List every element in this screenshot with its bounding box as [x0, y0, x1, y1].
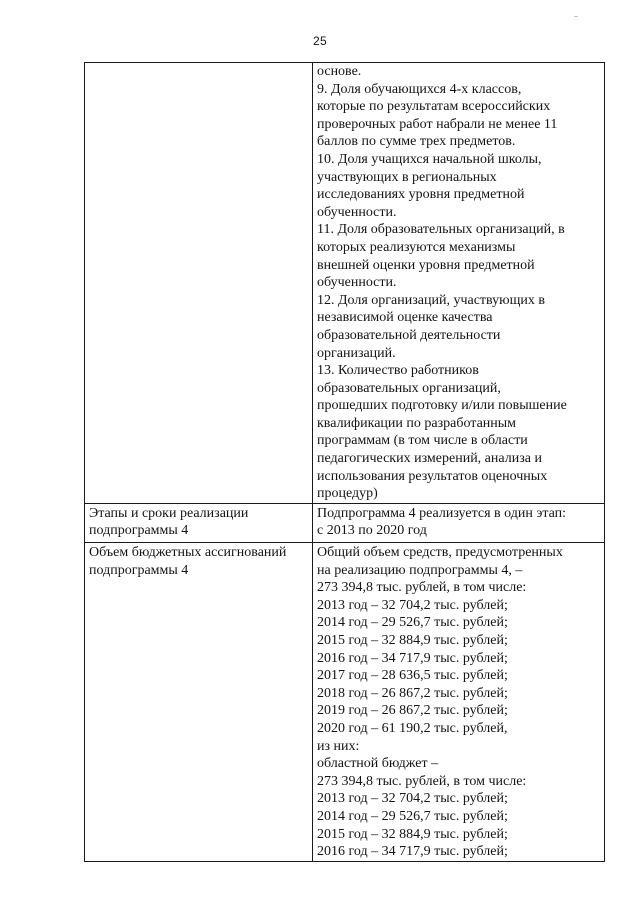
indicator-line: использования результатов оценочных	[317, 468, 548, 484]
budget-value-line: областной бюджет –	[317, 756, 439, 772]
indicator-line: обученности.	[317, 204, 397, 220]
table-cell-stages-value	[313, 504, 603, 542]
indicator-line: основе.	[317, 64, 362, 79]
stages-value-line: с 2013 по 2020 год	[317, 523, 427, 539]
table-cell-empty-label	[85, 63, 313, 503]
scan-corner-mark	[574, 16, 578, 17]
indicator-line: 9. Доля обучающихся 4-х классов,	[317, 81, 522, 97]
indicator-line: 11. Доля образовательных организаций, в	[317, 222, 565, 238]
table-cell-budget-label	[85, 543, 313, 861]
budget-value-line: 2015 год – 32 884,9 тыс. рублей;	[317, 633, 508, 648]
budget-value-line: 2017 год – 28 636,5 тыс. рублей;	[317, 668, 508, 684]
indicator-line: образовательных организаций,	[317, 380, 501, 396]
budget-value-line: 2013 год – 32 704,2 тыс. рублей;	[317, 791, 508, 807]
budget-value-line: 2016 год – 34 717,9 тыс. рублей;	[317, 650, 508, 666]
indicator-line: внешней оценки уровня предметной	[317, 257, 535, 273]
table-row-budget	[85, 543, 604, 862]
indicator-line: которых реализуются механизмы	[317, 239, 516, 255]
indicator-line: 12. Доля организаций, участвующих в	[317, 292, 546, 308]
budget-value-line: 2014 год – 29 526,7 тыс. рублей;	[317, 615, 508, 631]
table-cell-budget-value	[313, 543, 603, 861]
indicator-line: организаций.	[317, 345, 396, 361]
indicator-line: образовательной деятельности	[317, 327, 501, 343]
indicator-line: программам (в том числе в области	[317, 433, 528, 449]
budget-value-line: 2015 год – 32 884,9 тыс. рублей;	[317, 826, 508, 842]
budget-value-line: 2018 год – 26 867,2 тыс. рублей;	[317, 685, 508, 701]
budget-value-line: из них:	[317, 738, 360, 754]
budget-value-line: Общий объем средств, предусмотренных	[317, 545, 563, 561]
indicator-line: процедур)	[317, 486, 378, 502]
budget-value-line: 2020 год – 61 190,2 тыс. рублей,	[317, 720, 508, 736]
table-row-stages	[85, 504, 604, 543]
indicator-line: независимой оценке качества	[317, 310, 493, 326]
indicator-line: исследованиях уровня предметной	[317, 187, 525, 203]
budget-value-line: 2013 год – 32 704,2 тыс. рублей;	[317, 597, 508, 613]
budget-label-line: Объем бюджетных ассигнований	[89, 545, 287, 561]
indicator-line: баллов по сумме трех предметов.	[317, 134, 516, 150]
table-cell-stages-label	[85, 504, 313, 542]
indicator-line: квалификации по разработанным	[317, 415, 517, 431]
budget-value-line: 2016 год – 34 717,9 тыс. рублей;	[317, 844, 508, 860]
budget-label-line: подпрограммы 4	[89, 562, 189, 578]
table-row-indicators	[85, 63, 604, 504]
indicator-line: прошедших подготовку и/или повышение	[317, 398, 567, 414]
indicator-line: 10. Доля учащихся начальной школы,	[317, 151, 542, 167]
budget-value-line: на реализацию подпрограммы 4, –	[317, 562, 523, 578]
indicator-line: которые по результатам всероссийских	[317, 99, 551, 115]
stages-label-line: Этапы и сроки реализации	[89, 505, 249, 521]
subprogram-passport-table	[84, 62, 605, 862]
indicator-line: проверочных работ набрали не менее 11	[317, 116, 558, 132]
table-cell-indicators-list	[313, 63, 603, 503]
indicator-line: педагогических измерений, анализа и	[317, 451, 542, 467]
budget-value-line: 2014 год – 29 526,7 тыс. рублей;	[317, 808, 508, 824]
stages-value-line: Подпрограмма 4 реализуется в один этап:	[317, 505, 567, 521]
budget-value-line: 273 394,8 тыс. рублей, в том числе:	[317, 580, 527, 596]
indicator-line: участвующих в региональных	[317, 169, 497, 185]
budget-value-line: 273 394,8 тыс. рублей, в том числе:	[317, 773, 527, 789]
page-number: 25	[313, 34, 327, 48]
stages-label-line: подпрограммы 4	[89, 523, 189, 539]
indicator-line: 13. Количество работников	[317, 363, 479, 379]
indicator-line: обученности.	[317, 275, 397, 291]
budget-value-line: 2019 год – 26 867,2 тыс. рублей;	[317, 703, 508, 719]
